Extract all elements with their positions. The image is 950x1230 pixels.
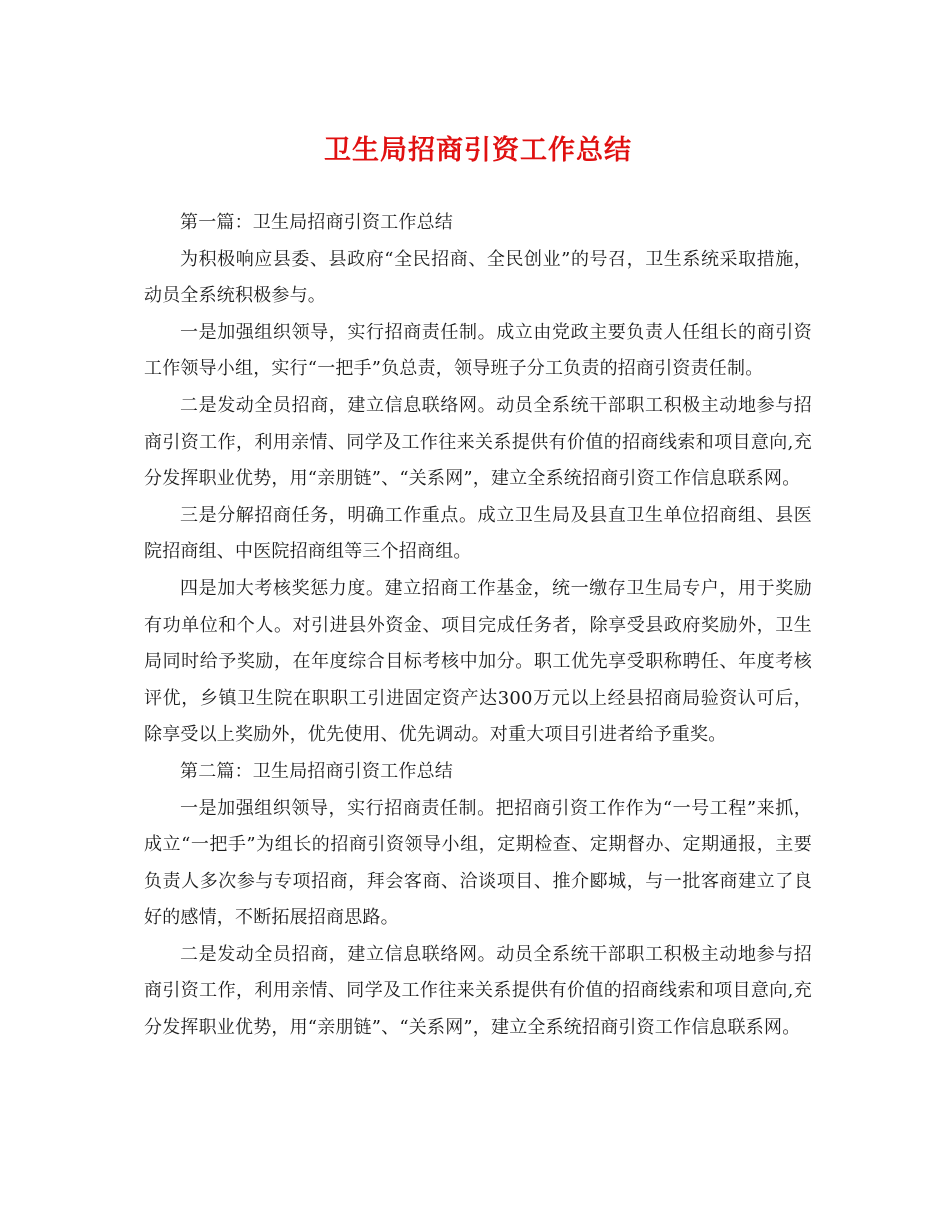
paragraph-point-1: 一是加强组织领导，实行招商责任制。成立由党政主要负责人任组长的商引资工作领导小组，实行“一把手”负总责，领导班子分工负责的招商引资责任制。 [144, 321, 812, 380]
paragraph-point-3: 三是分解招商任务，明确工作重点。成立卫生局及县直卫生单位招商组、县医院招商组、中医院招商组等三个招商组。 [144, 504, 812, 563]
paragraph-point-2: 二是发动全员招商，建立信息联络网。动员全系统干部职工积极主动地参与招商引资工作，利用亲情、同学及工作往来关系提供有价值的招商线索和项目意向,充分发挥职业优势，用“亲朋链”、“关系网”，建立全系统招商引资工作信息联系网。 [144, 394, 812, 490]
paragraph-part2-point-2: 二是发动全员招商，建立信息联络网。动员全系统干部职工积极主动地参与招商引资工作，利用亲情、同学及工作往来关系提供有价值的招商线索和项目意向,充分发挥职业优势，用“亲朋链”、“关系网”，建立全系统招商引资工作信息联系网。 [144, 943, 812, 1039]
document-body [144, 205, 812, 1047]
paragraph-intro: 为积极响应县委、县政府“全民招商、全民创业”的号召，卫生系统采取措施，动员全系统积极参与。 [144, 248, 812, 307]
section-heading-1: 第一篇：卫生局招商引资工作总结 [180, 212, 453, 233]
document-title: 卫生局招商引资工作总结 [324, 135, 632, 166]
paragraph-point-4: 四是加大考核奖惩力度。建立招商工作基金，统一缴存卫生局专户，用于奖励有功单位和个人。对引进县外资金、项目完成任务者，除享受县政府奖励外，卫生局同时给予奖励，在年度综合目标考核中加分。职工优先享受职称聘任、年度考核评优，乡镇卫生院在职职工引进固定资产达300万元以上经县招商局验资认可后，除享受以上奖励外，优先使用、优先调动。对重大项目引进者给予重奖。 [144, 577, 812, 746]
section-heading-2: 第二篇：卫生局招商引资工作总结 [180, 760, 453, 782]
paragraph-part2-point-1: 一是加强组织领导，实行招商责任制。把招商引资工作作为“一号工程”来抓，成立“一把手”为组长的招商引资领导小组，定期检查、定期督办、定期通报，主要负责人多次参与专项招商，拜会客商、洽谈项目、推介郾城，与一批客商建立了良好的感情，不断拓展招商思路。 [144, 797, 812, 929]
